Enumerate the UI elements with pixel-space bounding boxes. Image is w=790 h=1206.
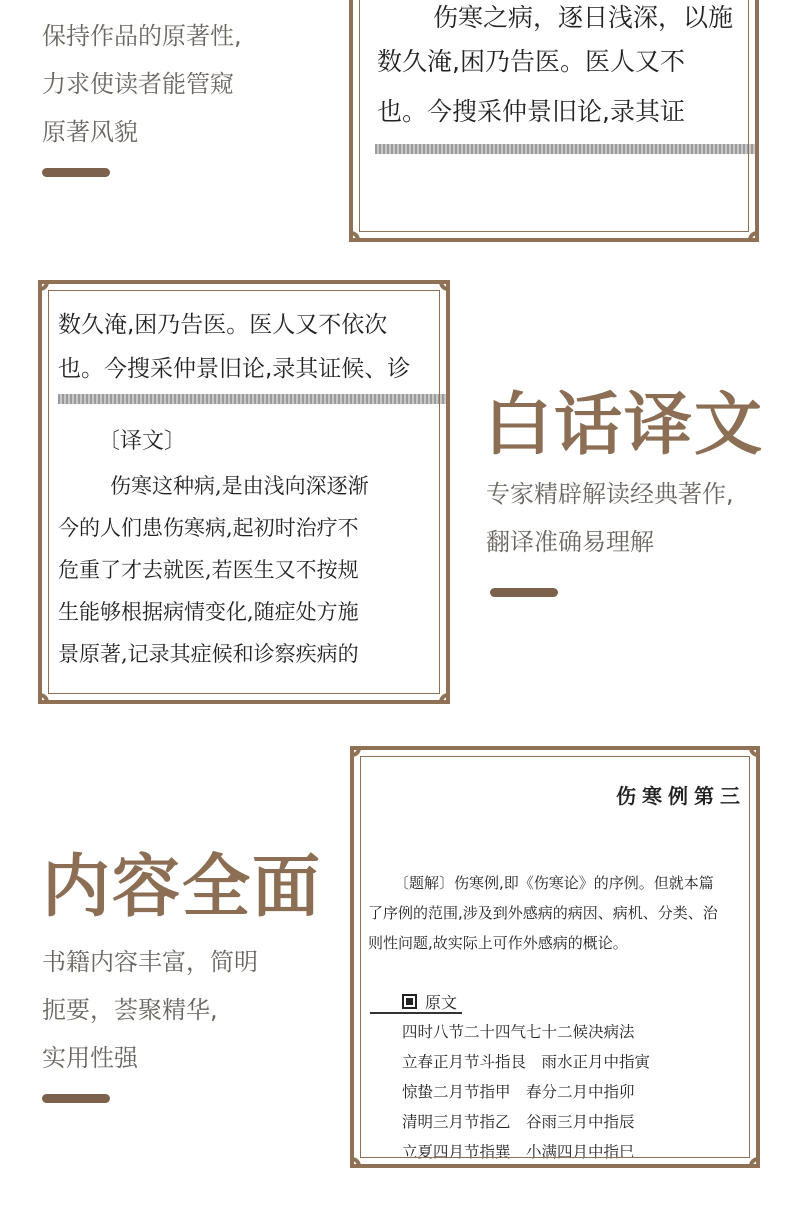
chapter-heading: 伤寒例第三 — [616, 784, 746, 808]
frame-corner — [349, 231, 360, 242]
page-divider — [58, 394, 450, 404]
translation-line: 伤寒这种病,是由浅向深逐渐 — [110, 474, 369, 498]
original-text-line: 立春正月节斗指艮 雨水正月中指寅 — [402, 1053, 651, 1071]
translation-line: 生能够根据病情变化,随症处方施 — [58, 600, 359, 624]
original-text-line: 立夏四月节指巽 小满四月中指巳 — [402, 1143, 635, 1161]
book-page-frame — [38, 280, 450, 704]
frame-corner — [350, 1157, 361, 1168]
original-text-line: 四时八节二十四气七十二候决病法 — [402, 1023, 635, 1041]
section-marker-icon — [402, 994, 417, 1009]
frame-corner — [749, 1157, 760, 1168]
description-line: 书籍内容丰富，简明 — [42, 948, 258, 976]
accent-bar — [490, 588, 558, 597]
explanation-line: 了序例的范围,涉及到外感病的病因、病机、分类、治 — [368, 904, 718, 922]
description-line: 扼要，荟聚精华, — [42, 996, 218, 1024]
frame-corner — [38, 693, 49, 704]
description-line: 原著风貌 — [42, 118, 138, 146]
original-text-label — [402, 990, 457, 1013]
section-headline: 内容全面 — [42, 848, 323, 927]
section2-description — [486, 470, 734, 566]
book-page-frame — [349, 0, 759, 242]
translation-line: 景原著,记录其症候和诊察疾病的 — [58, 642, 359, 666]
description-line: 保持作品的原著性, — [42, 22, 242, 50]
book-text-line: 也。今搜采仲景旧论,录其证候、诊 — [58, 356, 411, 382]
section-headline: 白话译文 — [484, 386, 765, 465]
explanation-line: 〔题解〕伤寒例,即《伤寒论》的序例。但就本篇 — [394, 874, 714, 892]
frame-corner — [749, 746, 760, 757]
translation-label: 〔译文〕 — [98, 429, 187, 454]
original-text-line: 惊蛰二月节指甲 春分二月中指卯 — [402, 1083, 635, 1101]
translation-line: 今的人们患伤寒病,起初时治疗不 — [58, 516, 359, 540]
book-page-frame — [350, 746, 760, 1168]
description-line: 力求使读者能管窥 — [42, 70, 234, 98]
section3-description — [42, 938, 258, 1082]
book-text-line: 伤寒之病，逐日浅深，以施 — [433, 3, 734, 32]
book-text-line: 数久淹,困乃告医。医人又不依次 — [58, 312, 388, 338]
page-divider — [375, 144, 759, 154]
book-text-line: 也。今搜采仲景旧论,录其证 — [377, 97, 685, 126]
description-line: 专家精辟解读经典著作, — [486, 480, 734, 508]
original-text-line: 清明三月节指乙 谷雨三月中指辰 — [402, 1113, 635, 1131]
section-comprehensive — [0, 730, 790, 1206]
section-translation — [0, 270, 790, 710]
translation-line: 危重了才去就医,若医生又不按规 — [58, 558, 359, 582]
description-line: 实用性强 — [42, 1044, 138, 1072]
accent-bar — [42, 168, 110, 177]
frame-corner — [748, 231, 759, 242]
book-text-line: 数久淹,困乃告医。医人又不 — [377, 47, 685, 76]
description-line: 翻译准确易理解 — [486, 528, 654, 556]
frame-corner — [350, 746, 361, 757]
section-original-text — [0, 0, 790, 260]
accent-bar — [42, 1094, 110, 1103]
frame-corner — [38, 280, 49, 291]
label-underline — [370, 1012, 462, 1014]
original-label-text: 原文 — [425, 993, 458, 1012]
frame-corner — [439, 280, 450, 291]
frame-corner — [439, 693, 450, 704]
explanation-line: 则性问题,故实际上可作外感病的概论。 — [368, 934, 628, 952]
section1-description — [42, 12, 242, 156]
